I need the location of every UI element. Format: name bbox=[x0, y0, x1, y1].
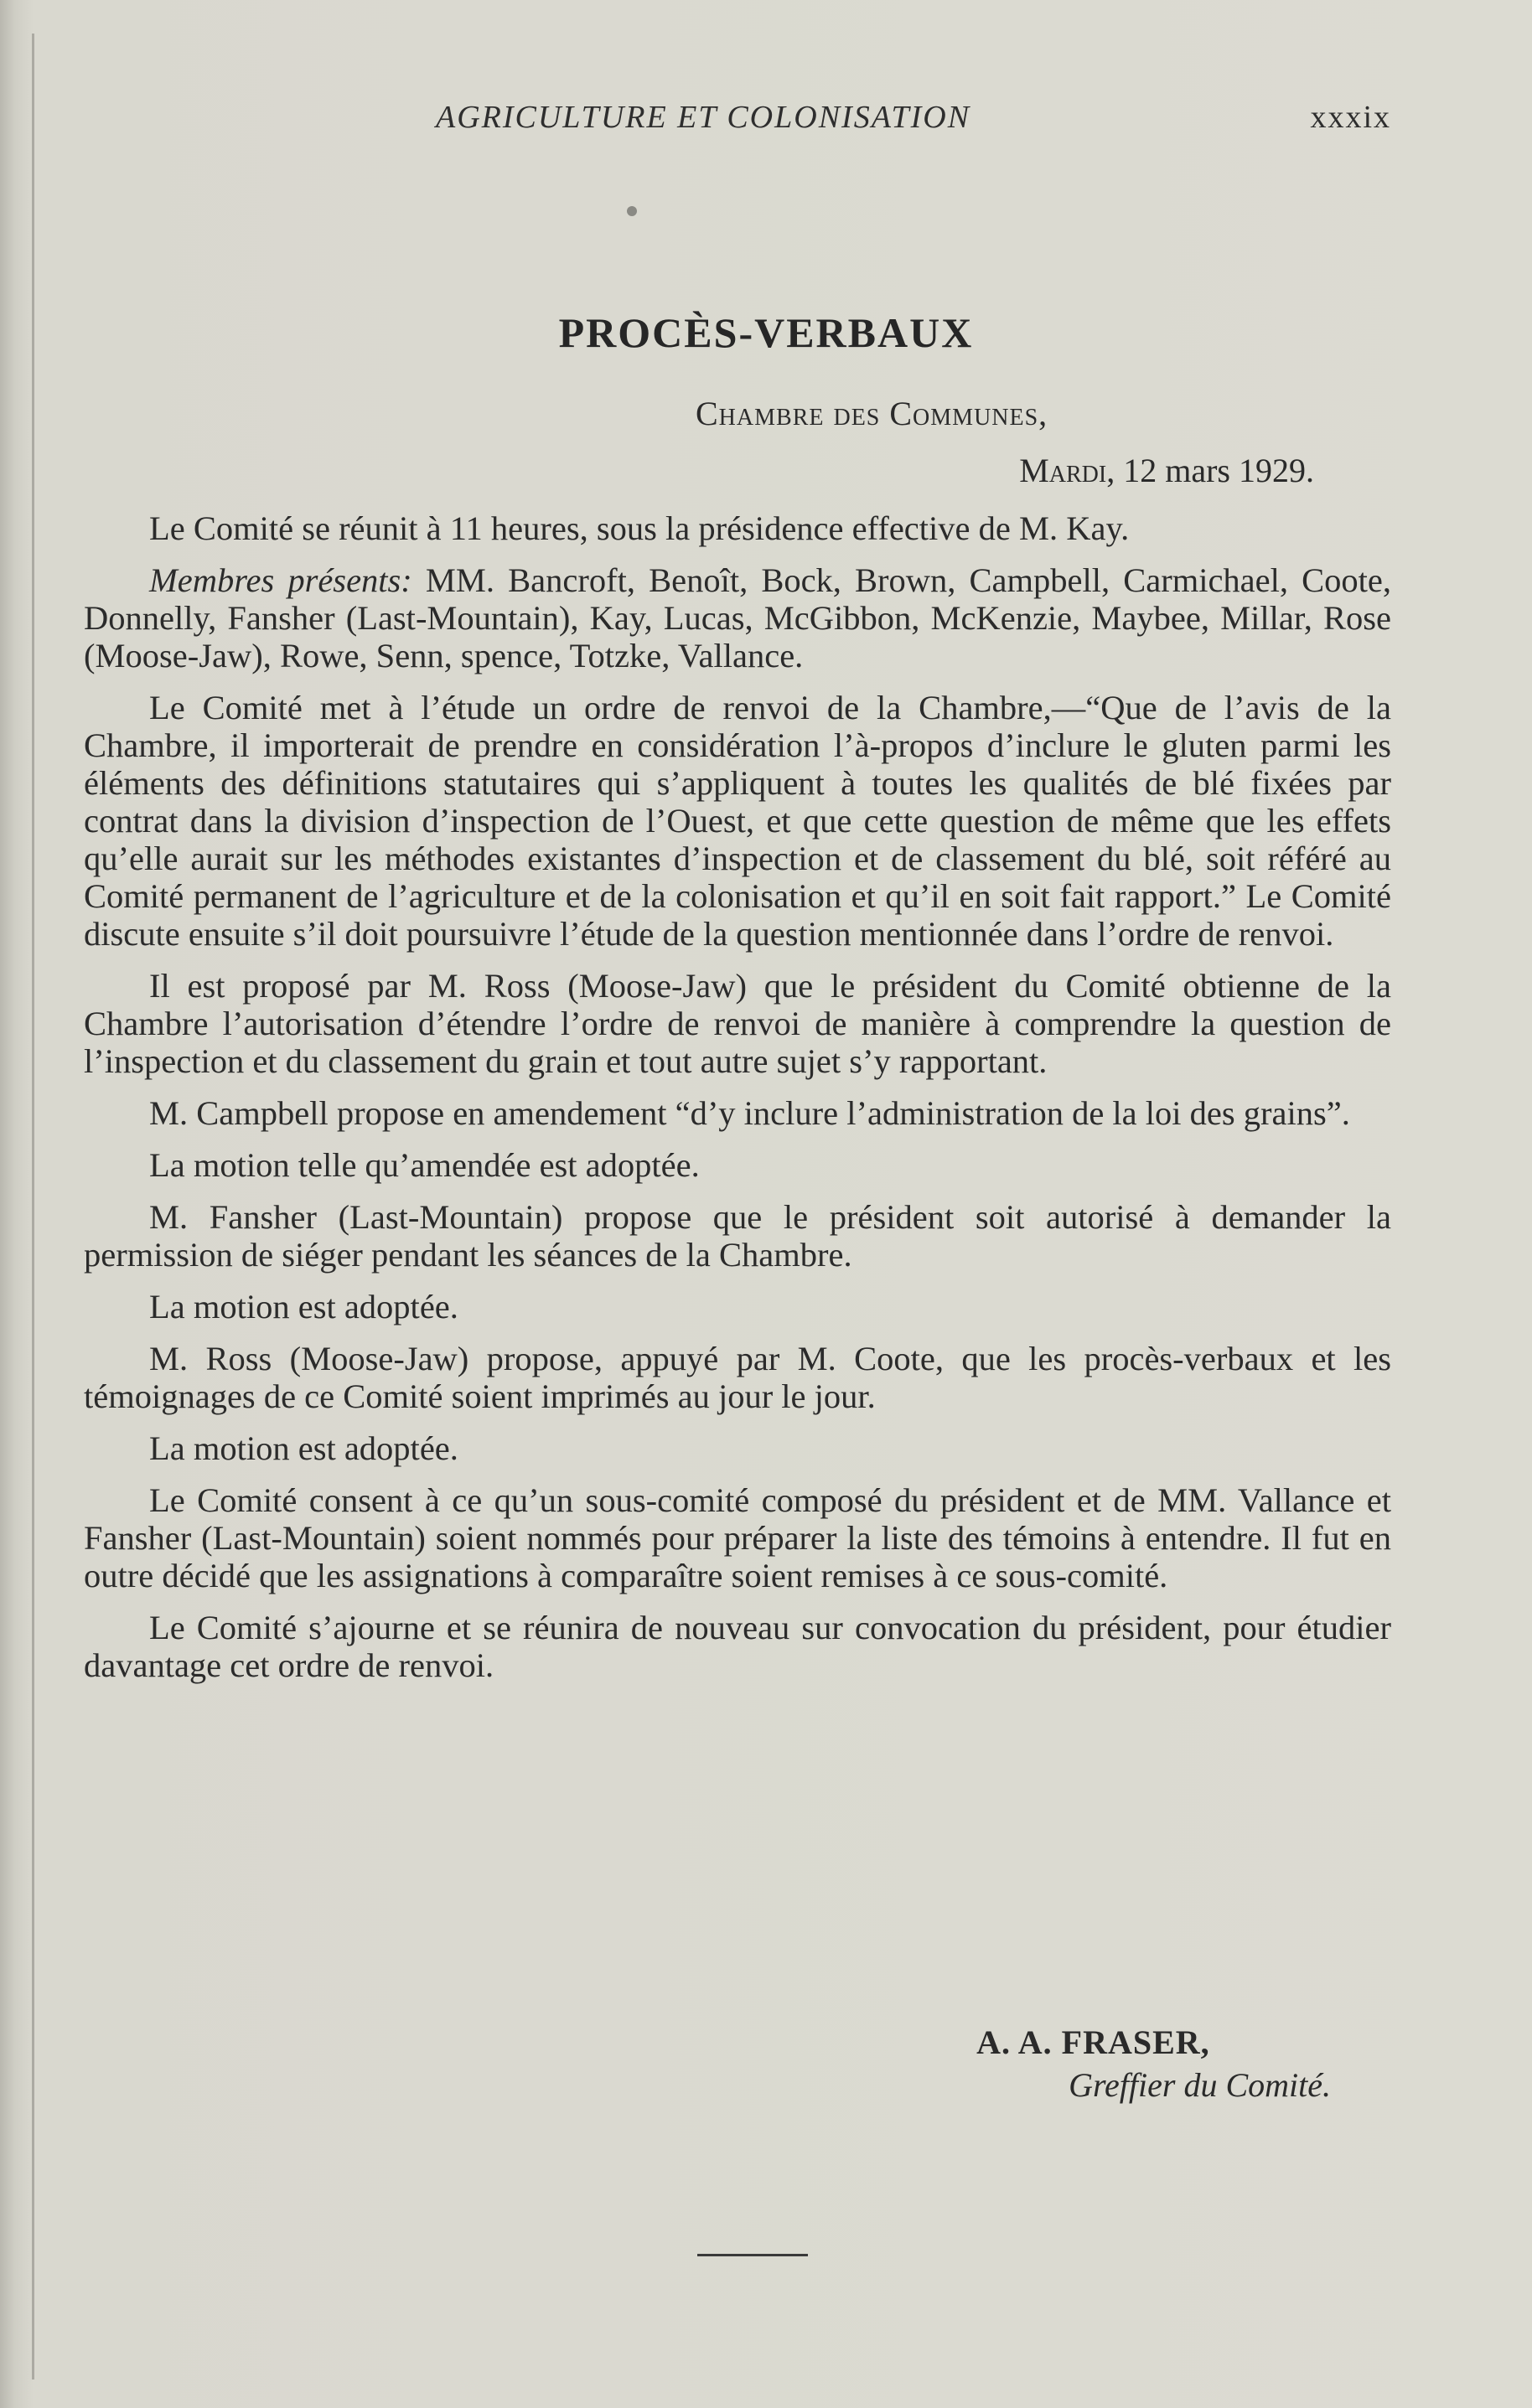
paragraph-amendment-campbell: M. Campbell propose en amendement “d’y inclure l’administration de la loi des grains”. bbox=[149, 1094, 1350, 1132]
members-list: MM. Bancroft, Benoît, Bock, Brown, Campbell, Carmichael, Coote, Donnelly, Fansher (Last-Mountain), Kay, Lucas, McGibbon, McKenzie, Maybee, Millar, Rose (Moose-Jaw), Rowe, Senn, spence, Totzke, Vallance. bbox=[84, 561, 1391, 674]
paragraph-adjournment: Le Comité s’ajourne et se réunira de nouveau sur convocation du président, pour étudier davantage cet ordre de renvoi. bbox=[84, 1609, 1391, 1684]
binding-edge bbox=[32, 34, 34, 2380]
clerk-role: Greffier du Comité. bbox=[1069, 2066, 1331, 2104]
minutes-body bbox=[84, 509, 1391, 1698]
paragraph-opening: Le Comité se réunit à 11 heures, sous la présidence effective de M. Kay. bbox=[149, 509, 1130, 547]
paragraph-motion-amended-adopted: La motion telle qu’amendée est adoptée. bbox=[149, 1146, 700, 1184]
paragraph-motion-printing: M. Ross (Moose-Jaw) propose, appuyé par M. Coote, que les procès-verbaux et les témoignages de ce Comité soient imprimés au jour le jour. bbox=[84, 1340, 1391, 1415]
page-header bbox=[84, 99, 1391, 149]
paragraph-motion-fansher: M. Fansher (Last-Mountain) propose que le président soit autorisé à demander la permission de siéger pendant les séances de la Chambre. bbox=[84, 1198, 1391, 1274]
clerk-name: A. A. FRASER, bbox=[976, 2023, 1210, 2061]
date-day: Mardi, bbox=[1019, 452, 1115, 489]
paragraph-members bbox=[84, 561, 1391, 674]
paragraph-motion-adopted-1: La motion est adoptée. bbox=[149, 1288, 458, 1325]
paragraph-order-of-reference: Le Comité met à l’étude un ordre de renvoi de la Chambre,—“Que de l’avis de la Chambre, il importerait de prendre en considération l’à-propos d’inclure le gluten parmi les éléments des définitions statutaires qui s’appliquent à toutes les qualités de blé fixées par contrat dans la division d’inspection de l’Ouest, et que cette question de même que les effets qu’elle aurait sur les méthodes existantes d’inspection et de classement du blé, soit référé au Comité permanent de l’agriculture et de la colonisation et qu’il en soit fait rapport.” Le Comité discute ensuite s’il doit poursuivre l’étude de la question mentionnée dans l’ordre de renvoi. bbox=[84, 689, 1391, 953]
session-date bbox=[1019, 451, 1314, 490]
page-number: xxxix bbox=[1310, 100, 1391, 135]
paragraph-subcommittee: Le Comité consent à ce qu’un sous-comité composé du président et de MM. Vallance et Fansher (Last-Mountain) soient nommés pour préparer la liste des témoins à entendre. Il fut en outre décidé que les assignations à comparaître soient remises à ce sous-comité. bbox=[84, 1481, 1391, 1594]
signature-block bbox=[976, 2023, 1331, 2105]
members-label: Membres présents: bbox=[149, 561, 412, 599]
ink-dot bbox=[627, 206, 637, 216]
date-rest: 12 mars 1929. bbox=[1115, 452, 1314, 489]
running-title: AGRICULTURE ET COLONISATION bbox=[436, 100, 971, 135]
paragraph-motion-adopted-2: La motion est adoptée. bbox=[149, 1429, 458, 1467]
chamber-heading: Chambre des Communes, bbox=[696, 395, 1048, 432]
closing-rule bbox=[697, 2254, 808, 2256]
page-title: PROCÈS-VERBAUX bbox=[558, 309, 974, 356]
paragraph-motion-ross: Il est proposé par M. Ross (Moose-Jaw) que le président du Comité obtienne de la Chambre l’autorisation d’étendre l’ordre de renvoi de manière à comprendre la question de l’inspection et du classement du grain et tout autre sujet s’y rapportant. bbox=[84, 967, 1391, 1080]
